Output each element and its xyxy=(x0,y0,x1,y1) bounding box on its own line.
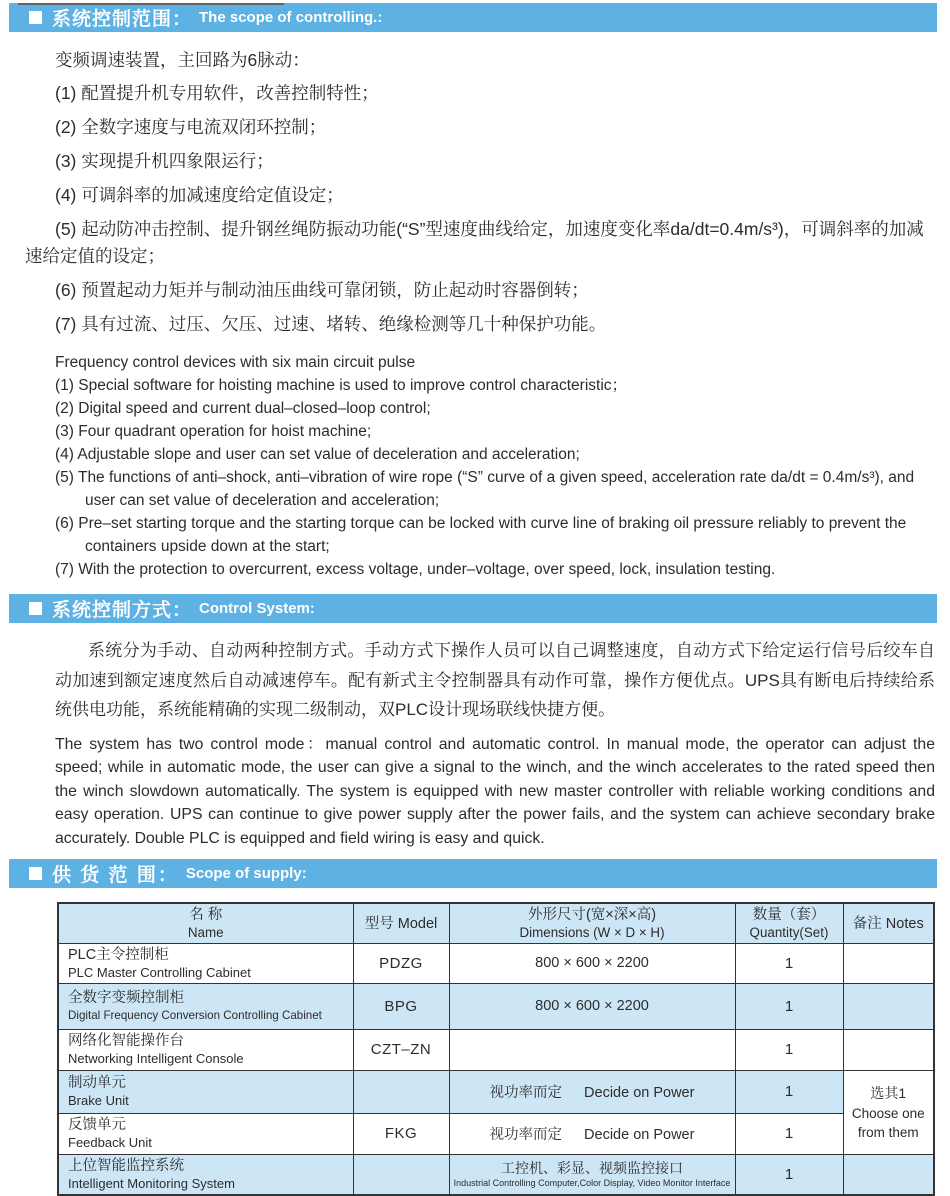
scope-lead-cn: 变频调速装置，主回路为6脉动： xyxy=(55,50,310,70)
scope-item-en-3: (3) Four quadrant operation for hoist machine; xyxy=(55,423,372,440)
cell-quantity: 1 xyxy=(735,1070,843,1113)
table-row xyxy=(58,1029,934,1070)
cell-dimensions: 800 × 600 × 2200 xyxy=(449,983,735,1029)
col-header-notes: 备注 Notes xyxy=(843,903,934,943)
scope-item-cn-7: (7) 具有过流、过压、欠压、过速、堵转、绝缘检测等几十种保护功能。 xyxy=(55,314,607,334)
supply-table xyxy=(57,902,935,1196)
square-bullet-icon xyxy=(29,867,42,880)
table-header-row xyxy=(58,903,934,943)
section-title-en: Scope of supply: xyxy=(185,865,307,883)
scope-item-en-1: (1) Special software for hoisting machine is used to improve control characteristic； xyxy=(55,377,628,394)
col-header-name: 名 称 Name xyxy=(58,903,353,943)
scope-item-cn-6: (6) 预置起动力矩并与制动油压曲线可靠闭锁，防止起动时容器倒转； xyxy=(55,280,589,300)
cell-name: 网络化智能操作台 Networking Intelligent Console xyxy=(58,1029,353,1070)
scope-item-cn-2: (2) 全数字速度与电流双闭环控制； xyxy=(55,117,327,137)
cell-quantity: 1 xyxy=(735,1029,843,1070)
cell-quantity: 1 xyxy=(735,943,843,983)
scope-item-en-6: (6) Pre–set starting torque and the starting torque can be locked with curve line of braking oil pressure reliably to prevent the containers upside down at the start; xyxy=(55,515,907,555)
section-bar-scope xyxy=(9,3,937,32)
col-header-quantity: 数量（套） Quantity(Set) xyxy=(735,903,843,943)
cell-notes xyxy=(843,983,934,1029)
section-title-cn: 系统控制范围： xyxy=(52,9,193,30)
scope-item-en-4: (4) Adjustable slope and user can set value of deceleration and acceleration; xyxy=(55,446,580,463)
cell-model: FKG xyxy=(353,1113,449,1154)
cell-dimensions xyxy=(449,1029,735,1070)
cell-name: 全数字变频控制柜 Digital Frequency Conversion Controlling Cabinet xyxy=(58,983,353,1029)
scope-item-cn-3: (3) 实现提升机四象限运行； xyxy=(55,151,274,171)
scope-lead-en: Frequency control devices with six main circuit pulse xyxy=(55,354,416,371)
cell-dimensions: 800 × 600 × 2200 xyxy=(449,943,735,983)
table-row xyxy=(58,983,934,1029)
cell-quantity: 1 xyxy=(735,983,843,1029)
cell-model: CZT–ZN xyxy=(353,1029,449,1070)
section-bar-control xyxy=(9,594,937,623)
cell-notes xyxy=(843,1029,934,1070)
section-title-en: Control System: xyxy=(199,600,315,617)
col-header-model: 型号 Model xyxy=(353,903,449,943)
scope-section xyxy=(25,47,935,581)
scan-artifact-line xyxy=(18,3,284,5)
cell-name: 反馈单元 Feedback Unit xyxy=(58,1113,353,1154)
table-row xyxy=(58,943,934,983)
scope-item-cn-4: (4) 可调斜率的加减速度给定值设定； xyxy=(55,185,344,205)
scope-item-en-5: (5) The functions of anti–shock, anti–vibration of wire rope (“S” curve of a given speed, acceleration rate da/dt = 0.4m/s³), and user can set value of deceleration and acceleration; xyxy=(55,469,915,509)
cell-quantity: 1 xyxy=(735,1113,843,1154)
control-paragraph-en: The system has two control mode：manual control and automatic control. In manual mode, the operator can adjust the speed; while in automatic mode, the user can give a signal to the winch, and the winch accelerates to the rated speed then the winch slowdown automatically. The system is equipped with new master controller with reliable working conditions and easy operation. UPS can continue to give power supply after the power fails, and the system can achieve secondary brake accurately. Double PLC is equipped and field wiring is easy and quick. xyxy=(55,735,935,847)
section-title-cn: 系统控制方式： xyxy=(52,600,193,621)
cell-model: BPG xyxy=(353,983,449,1029)
cell-model: PDZG xyxy=(353,943,449,983)
square-bullet-icon xyxy=(29,11,42,24)
scope-item-cn-1: (1) 配置提升机专用软件，改善控制特性； xyxy=(55,83,379,103)
square-bullet-icon xyxy=(29,602,42,615)
cell-name: PLC主令控制柜 PLC Master Controlling Cabinet xyxy=(58,943,353,983)
control-section xyxy=(55,636,935,850)
table-row xyxy=(58,1070,934,1113)
table-row xyxy=(58,1154,934,1195)
section-title-en: The scope of controlling.: xyxy=(199,9,383,26)
section-title-cn: 供 货 范 围： xyxy=(52,865,179,887)
cell-dimensions: 视功率而定 Decide on Power xyxy=(449,1113,735,1154)
cell-model xyxy=(353,1154,449,1195)
scope-item-en-2: (2) Digital speed and current dual–closed–loop control; xyxy=(55,400,431,417)
col-header-dimensions: 外形尺寸(宽×深×高) Dimensions (W × D × H) xyxy=(449,903,735,943)
cell-dimensions: 视功率而定 Decide on Power xyxy=(449,1070,735,1113)
cell-dimensions: 工控机、彩显、视频监控接口 Industrial Controlling Computer,Color Display, Video Monitor Interface xyxy=(449,1154,735,1195)
scope-item-cn-5: (5) 起动防冲击控制、提升钢丝绳防振动功能(“S”型速度曲线给定，加速度变化率da/dt=0.4m/s³)，可调斜率的加减速给定值的设定； xyxy=(25,219,924,266)
cell-name: 上位智能监控系统 Intelligent Monitoring System xyxy=(58,1154,353,1195)
scope-item-en-7: (7) With the protection to overcurrent, excess voltage, under–voltage, over speed, lock, insulation testing. xyxy=(55,561,776,578)
cell-notes xyxy=(843,1154,934,1195)
cell-name: 制动单元 Brake Unit xyxy=(58,1070,353,1113)
table-row xyxy=(58,1113,934,1154)
cell-notes-merged: 选其1 Choose one from them xyxy=(843,1070,934,1154)
section-bar-supply xyxy=(9,859,937,888)
cell-quantity: 1 xyxy=(735,1154,843,1195)
cell-notes xyxy=(843,943,934,983)
cell-model xyxy=(353,1070,449,1113)
control-paragraph-cn: 系统分为手动、自动两种控制方式。手动方式下操作人员可以自己调整速度，自动方式下给定运行信号后绞车自动加速到额定速度然后自动减速停车。配有新式主令控制器具有动作可靠，操作方便优点。UPS具有断电后持续给系统供电功能，系统能精确的实现二级制动，双PLC设计现场联线快捷方便。 xyxy=(55,641,935,719)
